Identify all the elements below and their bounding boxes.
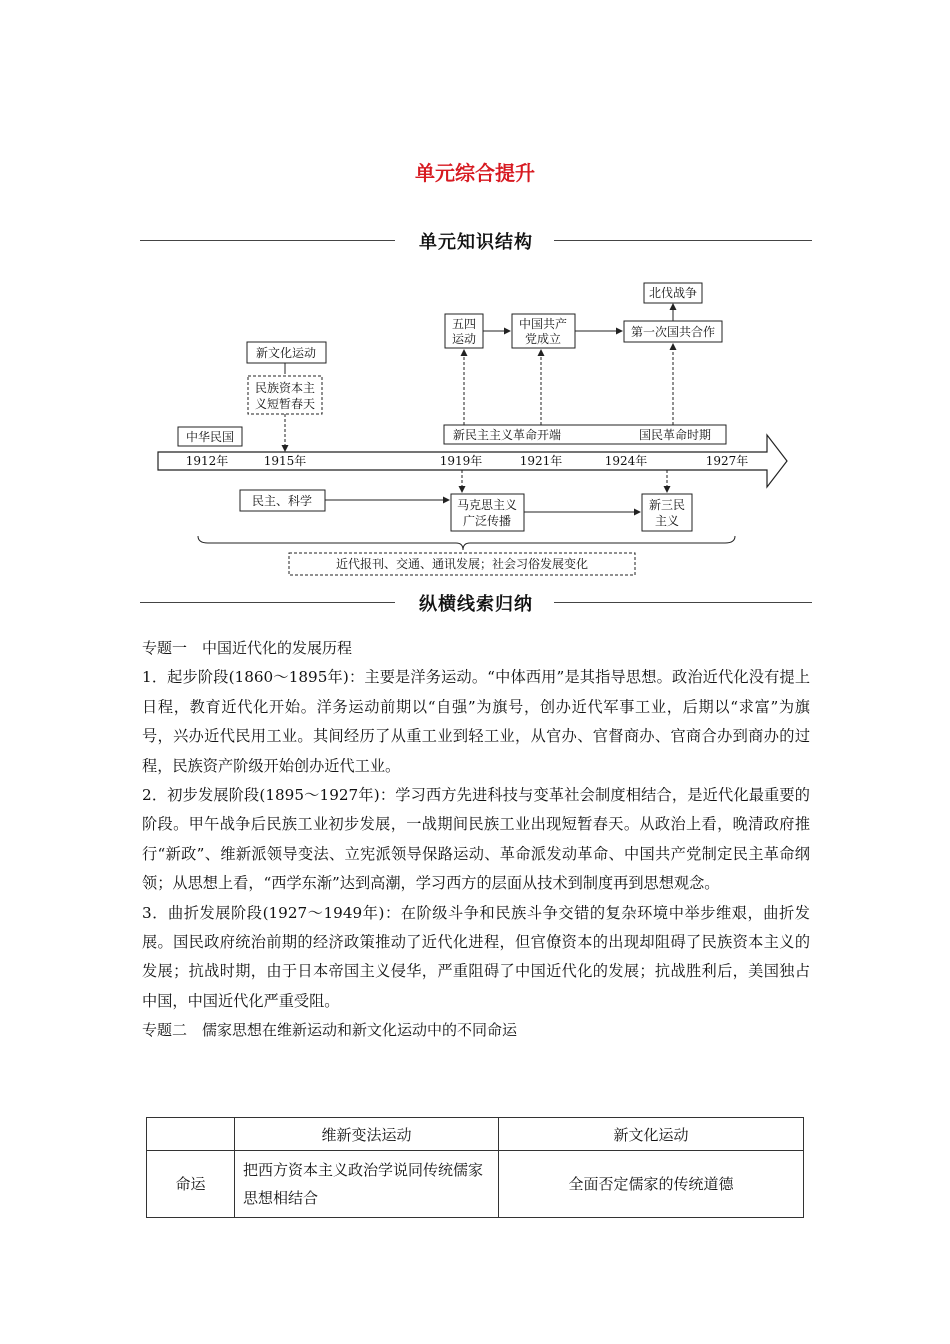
label-minzhu: 民主、科学 — [251, 494, 313, 508]
body-text — [142, 634, 810, 1046]
page-title: 单元综合提升 — [415, 161, 535, 185]
label-party-1: 中国共产 — [518, 317, 568, 331]
label-beifa: 北伐战争 — [648, 286, 698, 300]
section-heading-text: 单元知识结构 — [419, 232, 533, 253]
table-cell: 全面否定儒家的传统道德 — [499, 1151, 804, 1218]
label-marx-2: 广泛传播 — [462, 514, 512, 528]
year-1927: 1927年 — [705, 454, 749, 468]
label-marx-1: 马克思主义 — [456, 498, 518, 512]
label-capital-1: 民族资本主 — [254, 381, 316, 395]
label-capital-2: 义短暂春天 — [254, 397, 316, 411]
section-heading-structure — [140, 228, 812, 252]
label-sanmin-2: 主义 — [654, 514, 680, 528]
year-1921: 1921年 — [519, 454, 563, 468]
topic2-title: 专题二 儒家思想在维新运动和新文化运动中的不同命运 — [142, 1021, 518, 1040]
heading-rule-right — [554, 602, 812, 603]
topic1-paragraph-3: 3．曲折发展阶段(1927～1949年)：在阶级斗争和民族斗争交错的复杂环境中举步维艰，曲折发展。国民政府统治前期的经济政策推动了近代化进程，但官僚资本的出现却阻碍了民族资本主义的发展；抗战时期，由于日本帝国主义侵华，严重阻碍了中国近代化的发展；抗战胜利后，美国独占中国，中国近代化严重受阻。 — [142, 903, 810, 1010]
table-header-cell — [147, 1118, 235, 1151]
label-party-2: 党成立 — [524, 332, 562, 346]
table-header-cell: 维新变法运动 — [235, 1118, 499, 1151]
table-row — [147, 1151, 804, 1218]
summary-brace — [198, 536, 735, 550]
table-row-label: 命运 — [147, 1151, 235, 1218]
table-header-row — [147, 1118, 804, 1151]
year-1924: 1924年 — [604, 454, 648, 468]
label-wusi-1: 五四 — [451, 317, 477, 331]
year-1915: 1915年 — [263, 454, 307, 468]
heading-rule-right — [554, 240, 812, 241]
year-1919: 1919年 — [439, 454, 483, 468]
year-1912: 1912年 — [185, 454, 229, 468]
comparison-table — [146, 1117, 804, 1218]
label-sanmin-1: 新三民 — [648, 498, 686, 512]
section-heading-clues — [140, 590, 812, 614]
table-cell: 把西方资本主义政治学说同传统儒家思想相结合 — [235, 1151, 499, 1218]
section-heading-text: 纵横线索归纳 — [419, 594, 533, 615]
topic1-title: 专题一 中国近代化的发展历程 — [142, 639, 353, 657]
label-xinwenhua: 新文化运动 — [255, 346, 317, 360]
label-coop: 第一次国共合作 — [630, 325, 716, 339]
topic1-paragraph-2: 2．初步发展阶段(1895～1927年)：学习西方先进科技与变革社会制度相结合，是近代化最重要的阶段。甲午战争后民族工业初步发展，一战期间民族工业出现短暂春天。从政治上看，晚清政府推行“新政”、维新派领导变法、立宪派领导保路运动、革命派发动革命、中国共产党制定民主革命纲领；从思想上看，“西学东渐”达到高潮，学习西方的层面从技术到制度再到思想观念。 — [142, 786, 810, 893]
label-zhonghua: 中华民国 — [185, 430, 235, 444]
knowledge-structure-diagram — [0, 270, 950, 590]
label-guomin: 国民革命时期 — [638, 428, 712, 442]
label-bottom: 近代报刊、交通、通讯发展；社会习俗发展变化 — [335, 557, 589, 571]
table-header-cell: 新文化运动 — [499, 1118, 804, 1151]
label-wusi-2: 运动 — [451, 332, 477, 346]
topic1-paragraph-1: 1．起步阶段(1860～1895年)：主要是洋务运动。“中体西用”是其指导思想。政治近代化没有提上日程，教育近代化开始。洋务运动前期以“自强”为旗号，创办近代军事工业，后期以“求富”为旗号，兴办近代民用工业。其间经历了从重工业到轻工业，从官办、官督商办、官商合办到商办的过程，民族资产阶级开始创办近代工业。 — [142, 668, 811, 775]
label-new-democracy: 新民主主义革命开端 — [452, 428, 562, 442]
